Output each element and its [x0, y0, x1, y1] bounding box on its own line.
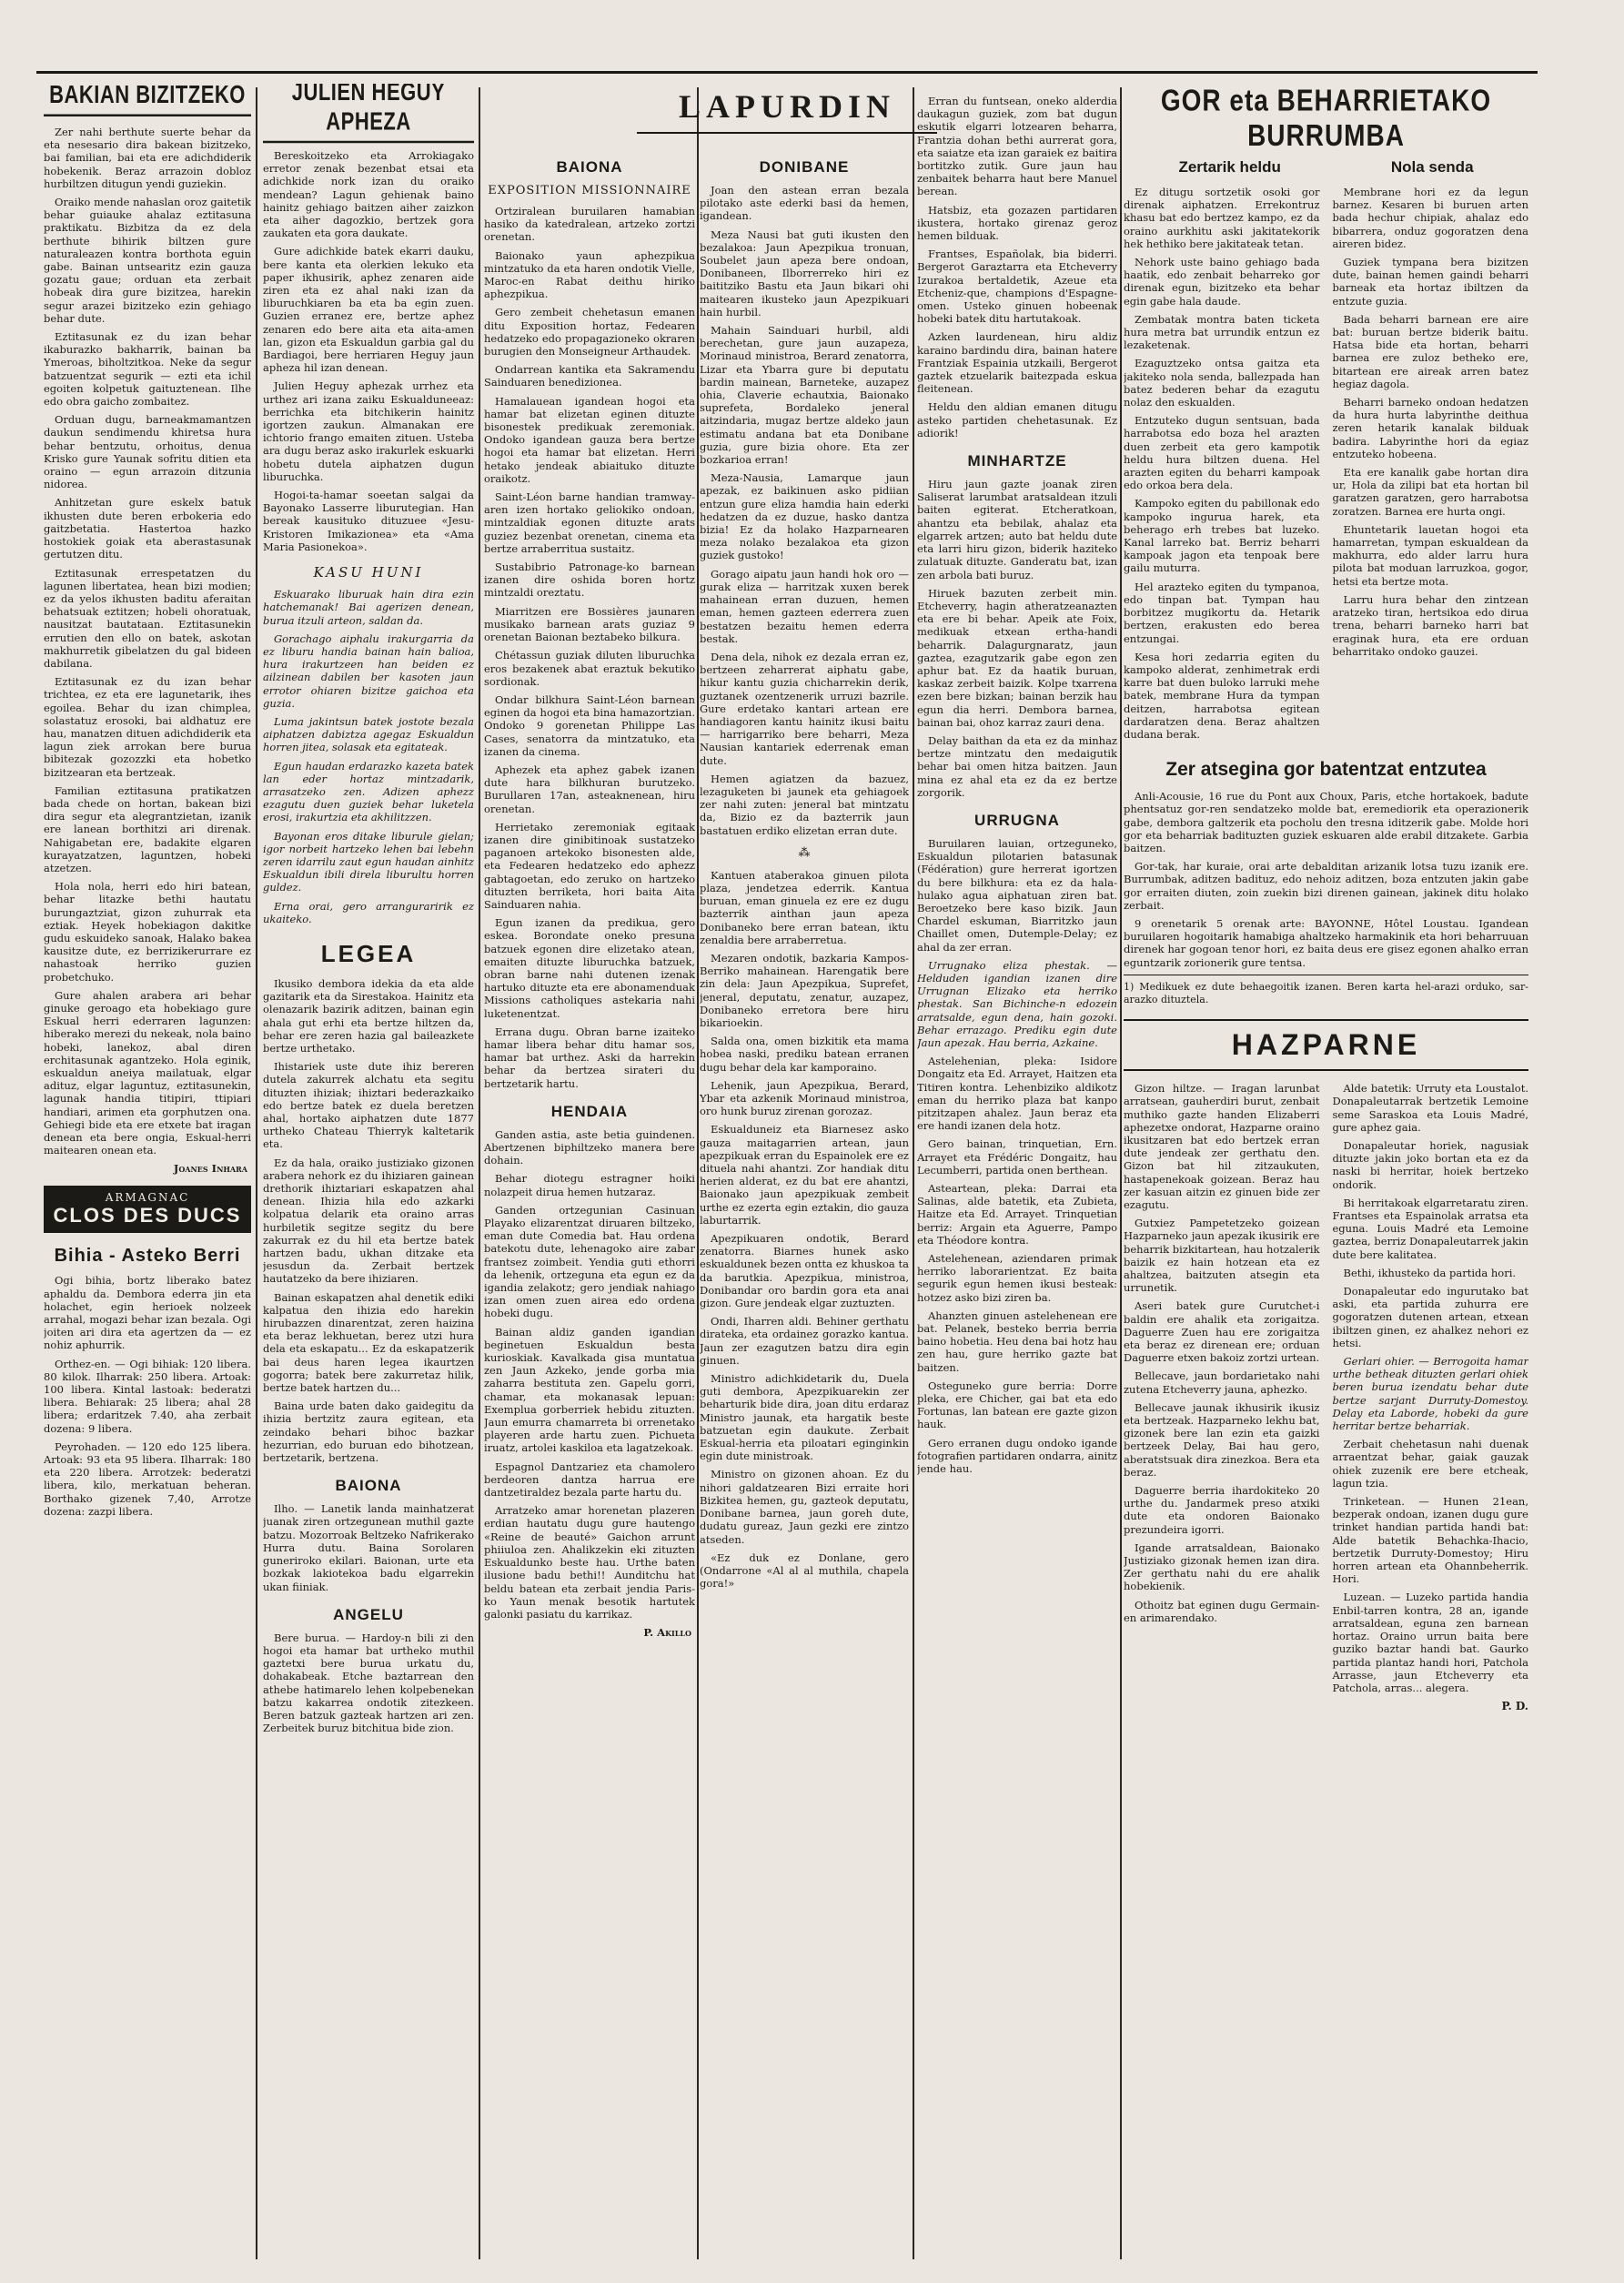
- paragraph: Ondarrean kantika eta Sakramendu Sainduaren benedizionea.: [484, 363, 695, 389]
- paragraph: Gero bainan, trinquetian, Ern. Arrayet eta Frédéric Dongaitz, hau Lecumberri, partida onen berthean.: [917, 1137, 1117, 1177]
- paragraph: Saint-Léon barne handian tramway-aren izen hortako geliokiko ondoan, mintzaldiak egonen dituzte arats guziez bezenbat orenetan, cinema eta bertze arraberritua sustaitz.: [484, 490, 695, 555]
- column-divider: [1120, 87, 1122, 2259]
- subtitle-right: Nola senda: [1390, 158, 1474, 176]
- paragraph: Hiru jaun gazte joanak ziren Saliserat larumbat aratsaldean itzuli baiten egiterat. Etcheratkoan, ahantzu eta bebilak, ahalaz eta elgarrek artzen; auto bat heldu dute eta larri hiru gizon, biderik haziteko zulatuak dituzte. Ganderatu bat, izan zen arbola bati buruz.: [917, 478, 1117, 581]
- paragraph: Gure ahalen arabera ari behar ginuke geroago eta hobekiago gure Eskual herri ederraren lagunzen: hiberako merezi du nekeak, nola baino hobeki, lanekoz, abal diren erchitasunak agantzeko. Hola eginik, eskualdun aneiya mailatuak, elgar adituz, elgar laguntuz, eztitasunekin, lagunak handia titipiri, ttipiari handiari, arimen eta gorphutzen ona. Gehiegi bide eta ere etxete bat iragan denean eta bere ongia, Eskual-herri maitearen onean eta.: [44, 988, 251, 1157]
- article-subtitles: [1124, 158, 1528, 177]
- paragraph: Eztitasunak ez du izan behar ikaburazko bakharrik, bainan ba Ymeroas, biholtzitkoa. Neke da segur batzuentzat segurik — ezti eta ichil egoiten kolpetuk gaituztenean. Ilhe edo obra gaicho zombaitez.: [44, 330, 251, 409]
- paragraph: Hogoi-ta-hamar soeetan salgai da Bayonako Lasserre liburutegian. Han bereak kausituko dituzuee «Jesu-Kristoren Imikazionea» eta «Ama Maria Pasionekoa».: [263, 489, 474, 553]
- paragraph: Miarritzen ere Bossières jaunaren musikako barnean arats guziaz 9 orenetan Baionan beztabeko bilkura.: [484, 604, 695, 644]
- paragraph: Meza Nausi bat guti ikusten den bezalakoa: Jaun Apezpikua tronuan, Soubelet jaun apeza bere ondoan, Donibaneen, Ilborrerreko hiri ez baititziko Bastu eta Jaun bikari ohi maitearen ikusteko jaun Apezpikuari hain hurbil.: [700, 227, 909, 318]
- paragraph: Zerbait chehetasun nahi duenak arraentzat behar, gaiak gauzak ohiek zuzenik ere bere etcheak, lagun tzia.: [1332, 1438, 1528, 1490]
- section-title: HENDAIA: [550, 1102, 629, 1120]
- paragraph: Mezaren ondotik, bazkaria Kampos-Berriko mahainean. Harengatik bere zin dela: Jaun Apezpikua, Suprefet, jeneral, deputatu, zenatur, auzapez, Donibaneko erretora bere hiru bikarioekin.: [700, 951, 909, 1029]
- paragraph: Frantses, Españolak, bia biderri. Bergerot Garaztarra eta Etcheverry Izurakoa bertaldetik, Azeue eta Etcheniz-que, champions d'Espagne-omen. Usteko ginuen hobeenak hobeki batek ditu hartutakoak.: [917, 247, 1117, 326]
- paragraph: Kantuen ataberakoa ginuen pilota plaza, jendetzea ederrik. Kantua buruan, eman ginuela ez ere ez dugu bazterrik ainthan jaun apeza Donibaneko bere erran batean, iktu zenaldia bere arraberretua.: [700, 868, 909, 946]
- two-column-block: [1124, 1082, 1528, 1712]
- paragraph: Trinketean. — Hunen 21ean, bezperak ondoan, izanen dugu gure trinket handian partida handi bat: Alde batetik Behachka-Ihacio, bertzetik Durruty-Domestoy; Hiru horren artean eta Ohannbeherrik. Hori.: [1332, 1495, 1528, 1586]
- paragraph: Bayonan eros ditake liburule gielan; igor norbeit hartzeko lehen bai lebehn zeren idarrilu zaut egun haudan ainhitz Eskualdun ibili direla liburultu horren guldez.: [263, 829, 474, 894]
- paragraph: «Ez duk ez Donlane, gero (Ondarrone «Al al al muthila, chapela gora!»: [700, 1551, 909, 1591]
- paragraph: Behar diotegu estragner hoiki nolazpeit dirua hemen hutzaraz.: [484, 1172, 695, 1198]
- paragraph: Bethi, ikhusteko da partida hori.: [1343, 1266, 1517, 1279]
- paragraph: Lehenik, jaun Apezpikua, Berard, Ybar eta azkenik Morinaud ministroa, oro hunk buruz zirenan gorozaz.: [700, 1078, 909, 1118]
- ad-large-text: CLOS DES DUCS: [53, 1204, 242, 1227]
- paragraph: Igande arratsaldean, Baionako Justiziako gizonak hemen izan dira. Zer gerthatu nahi du ere ahalik hobekienik.: [1124, 1541, 1320, 1593]
- footnote: 1) Medikuek ez dute behaegoitik izanen. Beren karta hel-arazi orduko, sar-arazko dituztela.: [1124, 975, 1528, 1006]
- article-title: GOR eta BEHARRIETAKO BURRUMBA: [1160, 84, 1492, 153]
- sub-column-left: [1124, 1082, 1320, 1712]
- paragraph: Baina urde baten dako gaidegitu da ihizia bertzitz zaura egitean, eta zeindako behari bihoc bazkar hezurrian, edo buruan edo bihotzean, bertzetarik, bertzena.: [263, 1399, 474, 1465]
- paragraph: Eztitasunak ez du izan behar trichtea, ez eta ere lagunetarik, ihes egoilea. Behar du izan chimplea, solastatuz erosoki, bai aldhatuz ere hau, manatzen dituen adichdiderik eta lagun ziek arrokan bere burua bibitezak gozozzki eta hobetko bizitzearan eta bertzeak.: [44, 675, 251, 779]
- paragraph: Donapaleutar edo ingurutako bat aski, eta partida zuhurra ere gogoratzen dutenen artean, etxean ibiltzen ginen, ez ahalkez nehori ez hetsi.: [1332, 1285, 1528, 1349]
- paragraph: Bada beharri barnean ere aire bat: buruan bertze biderik baitu. Hatsa bide eta hortan, beharri barnea ere zuloz betheko ere, bitartean ere aireak arren batez hegiaz dagola.: [1332, 312, 1528, 390]
- paragraph: Ehuntetarik lauetan hogoi eta hamarretan, tympan eskualdean da makhurra, edo alder larru hura pilota bat moduan larruzkoa, gogor, hetsi eta bertze mota.: [1332, 522, 1528, 588]
- paragraph: Anli-Acousie, 16 rue du Pont aux Choux, Paris, etche hortakoek, badute phentsatuz gor-ren sendatzeko molde bat, eremediorik eta operazionerik gabe, dembora galtzerik eta pocholu den tresna iditzerik gabe. Molde hori gor eta beharriak badituzten guziek eskuaren alde erabil ditzakete. Garbia baitzen.: [1124, 790, 1528, 854]
- section-title: URRUGNA: [974, 811, 1060, 829]
- paragraph: Buruilaren lauian, ortzeguneko, Eskualdun pilotarien batasunak (Fédération) gure herrerat igortzen du bere bilkhura: eta ez da hala-hulako agua aiphatuan ziren bat. Beroetzeko bere kaso bizik. Jaun Chardel eskuman, Biarritzko jaun Chaillet omen, Dutemple-Delay; ez ahal da zer erran.: [917, 836, 1117, 954]
- section-title: HAZPARNE: [1124, 1019, 1528, 1071]
- section-masthead: LAPURDIN: [678, 88, 895, 125]
- column-heguy: [263, 84, 474, 2265]
- section-title: BAIONA: [335, 1477, 402, 1495]
- paragraph: Asteartean, pleka: Darrai eta Salinas, alde batetik, eta Zubieta, Haitze eta Ed. Arrayet. Trinquetian berriz: Argain eta Aguerre, Pampo eta Théodore kontra.: [917, 1182, 1117, 1247]
- paragraph: Urrugnako eliza phestak. — Helduden igandian izanen dire Urrugnan Elizako eta herriko phestak. San Bichinche-n edozein arratsalde, egun dena, hain gozoki. Behar errazago. Prediku egin dute Jaun apezak. Hau berria, Azkaine.: [917, 958, 1117, 1049]
- paragraph: Bellecave jaunak ikhusirik ikusiz eta bertzeak. Hazparneko lekhu bat, gizonek bere lan ezin eta gaizki bertzeek Delay, Bai hau gero, aberatstsuak dira zinezkoa. Bera eta beraz.: [1124, 1400, 1320, 1479]
- paragraph: Osteguneko gure berria: Dorre pleka, ere Chicher, gai bat eta edo Fortunas, lan batean ere gazte gizon hauk.: [917, 1379, 1117, 1431]
- author-signature: P. Akillo: [643, 1626, 691, 1640]
- paragraph: Donapaleutar horiek, nagusiak dituzte jakin joko bortan eta ez da naski bi herritar, hoiek bertzeko ondorik.: [1332, 1138, 1528, 1191]
- paragraph: Gorachago aiphalu irakurgarria da ez liburu handia bainan hain balioa, hura irakurtzeen han beiden ez ailzinean dabilen ber kasoten jaun errotor ohiaren bizitze gaichoa eta guzia.: [263, 631, 474, 710]
- column-minhartze-urrugna: [917, 95, 1117, 2265]
- paragraph: Zembatak montra baten ticketa hura metra bat urrundik entzun ez lezaketenak.: [1124, 312, 1320, 352]
- paragraph: Eztitasunak errespetatzen du lagunen libertatea, hean bizi modien; ez da yelos ikhusten baditu aferaitan behatsuak eztitzen; hobeli ohoratuak, nausitzat bautataan. Eztitasunekin errutien den ello on batek, askotan makhurretik gibelatzen du gal bideen dabilana.: [44, 566, 251, 670]
- article-title: BAKIAN BIZITZEKO: [44, 84, 251, 116]
- paragraph: Gorago aipatu jaun handi hok oro — gurak eliza — harritzak xuxen berek mahainean erran duzuen, hemen eman, hemen gazteen ederrera zuen bestatzen bezaitu hemen ederra bestak.: [700, 567, 909, 645]
- subtitle-left: Zertarik heldu: [1178, 158, 1281, 176]
- paragraph: Orthez-en. — Ogi bihiak: 120 libera. 80 kilok. Ilharrak: 250 libera. Artoak: 100 libera. Kintal lastoak: bederatzi libera. Behiarak: 25 libera; ahal 28 libera; erdaritzek 7.40, aha zerbait dozena: 9 libera.: [44, 1357, 251, 1435]
- paragraph: Gero zembeit chehetasun emanen ditu Exposition hortaz, Fedearen hedatzeko edo propagazioneko okraren burugien den Monseigneur Arthaudek.: [484, 306, 695, 359]
- article-title: Bihia - Asteko Berri: [54, 1246, 241, 1267]
- masthead-rule: [637, 132, 937, 134]
- paragraph: Luma jakintsun batek jostote bezala aiphatzen dabiztza agegaz Eskualdun horren jitea, solasak eta egitateak.: [263, 714, 474, 754]
- separator-stars: ⁂: [798, 845, 811, 860]
- section-title: MINHARTZE: [967, 452, 1067, 470]
- paragraph: Aseri batek gure Curutchet-i baldin ere ahalik eta zorigaitza. Daguerre Zuen hau ere zorigaitza eta beraz ez direnean ere; orduan Daguerre etxen bakoiz zortzi urtean.: [1124, 1299, 1320, 1365]
- paragraph: Guziek tympana bera bizitzen dute, bainan hemen gaindi beharri barneak eta hortaz ibiltzen da entzute guzia.: [1332, 256, 1528, 308]
- paragraph: Ahanzten ginuen astelehenean ere bat. Pelanek, besteko berria berria baino hobetia. Heu dena bai hotz hau zen hau, gure herriko gazte bat baitzen.: [917, 1308, 1117, 1374]
- paragraph: Azken laurdenean, hiru aldiz karaino bardindu dira, bainan hatere Frantziak Espainia utzkaili, Bergerot gaztek etzuelarik baitezpada eskua fleitenean.: [917, 330, 1117, 396]
- paragraph: Orduan dugu, barneakmamantzen daukun sendimendu khiretsa hura behar bentzutu, orhoitus, denua Krisko gure Yaunak sofritu ditien eta oraino — egun arrazoin ditzunia nidorea.: [44, 413, 251, 491]
- paragraph: Kesa hori zedarria egiten du kampoko alderat, zenhimetrak erdi karre bat duen buloko larruki mehe batek, membrane Hura da tympan deitzen, harrabotsa egitean dardaratzen dena. Beraz ahaltzen dudana berak.: [1124, 650, 1320, 741]
- paragraph: Julien Heguy aphezak urrhez eta urthez ari izana zaiku Eskualduneeaz: berrichka eta bitchikerin hainitz igortzen zaukun. Almanakan ere ichtorio frango emaiten zituen. Usteba ara dugu beraz asko irakurlek eskuarki hobetu dutela aiphatzen dugun liburuchka.: [263, 379, 474, 483]
- paragraph: Baionako yaun aphezpikua mintzatuko da eta haren ondotik Vielle, Maroc-en Rabat deithu hiriko aphezpikua.: [484, 248, 695, 301]
- paragraph: Hamalauean igandean hogoi eta hamar bat elizetan eginen dituzte bisonestek predikuak zeremoniak. Ondoko igandean gauza bera bertze hogoi eta hamar bat elizetan. Herri hetako jendeak abiaituko dituzte oraikotz.: [484, 394, 695, 485]
- paragraph: Bereskoitzeko eta Arrokiagako erretor zenak bezenbat etsai eta adichkide nork izan du oraiko mendean? Lagun gehienak baino hainitz gehiago baitzen aiher zaizkon eta aiher dagozkio, bertzek gora zaukaten eta gora daukate.: [263, 149, 474, 240]
- paragraph: Bainan eskapatzen ahal denetik ediki kalpatua den ihizia edo harekin hirubazzen dinarentzat, zeren haizina eta beraz lekhuetan, berez utzi hura dela eta eskapatu... Ez da eskapatzerik bai deus haren legea ikaurtzen gogorra; batek bere zakurretaz hilik, bertze batek hartzen du...: [263, 1290, 474, 1395]
- paragraph: Mahain Sainduari hurbil, aldi berechetan, gure jaun auzapeza, Morinaud ministroa, Berard zenatorra, Lizar eta Ybarra gure bi deputatu bardin mainean, Barneteke, auzapez ohia, Claverie echautxia, Baionako suprefeta, Bordaleko jeneral aitzindaria, mugaz bertze aldeko jaun estimatu andana bat eta Donibane guzia, gure bizia ohore. Eta zer bozkarioa erran!: [700, 324, 909, 467]
- column-divider: [479, 87, 480, 2259]
- paragraph: Errana dugu. Obran barne izaiteko hamar libera behar ditu hamar sos, hamar bat urthez. Aski da harrekin behar da bertzea sirateri du bertzetarik hartu.: [484, 1025, 695, 1090]
- paragraph: Eskualduneiz eta Biarnesez asko gauza maitagarrien artean, jaun apezpikuak erran du Espainolek ere ez dituela nahi ahantzi. Zor handiak ditu herien alderat, ez du bat ere ahantzi, Baionako jaun apezpikuak zembeit urthe ez ezerta egin eztakin, dio gauza laburtarrik.: [700, 1123, 909, 1227]
- paragraph: Ganden ortzegunian Casinuan Playako elizarentzat diruaren biltzeko, eman dute Comedia bat. Hau ordena batekotu dute, lehenagoko aire zabar frantsez zoimbeit. Yendia guti ethorri da lehenik, ortzeguna eta egun ez da igandia zelakotz; gero jendiak nahiago izan omen zuen airea edo ordena hobeki dugu.: [484, 1203, 695, 1320]
- author-signature: P. D.: [1501, 1700, 1528, 1713]
- paragraph: Nehork uste baino gehiago bada haatik, edo zenbait beharreko gor direnak egun, bizitzeko eta behar egin gabe hala daude.: [1124, 256, 1320, 308]
- paragraph: Delay baithan da eta ez da minhaz bertze mintzatu den medaigutik behar bai omen hitza baitzen. Jaun mina ez ahal eta ez da ez bertze zorgorik.: [917, 733, 1117, 799]
- paragraph: Alde batetik: Urruty eta Loustalot. Donapaleutarrak bertzetik Lemoine seme Saraskoa eta Louis Madré, gure aphez gaia.: [1332, 1082, 1528, 1134]
- sub-column-right: [1333, 186, 1529, 746]
- two-column-block: [1124, 186, 1528, 746]
- article-title: DONIBANE: [759, 158, 850, 176]
- paragraph: Ikusiko dembora idekia da eta alde gazitarik eta da Sirestakoa. Hainitz eta olenazarik bazirik aditzen, bainan egin ahala gut erhi eta bertze hiltzen da, behar ere zeren hazia gal baileazkete bertze urthetako.: [263, 976, 474, 1055]
- paragraph: Sustabibrio Patronage-ko barnean izanen dire oshida boren hortz mintzaldi oreztatu.: [484, 561, 695, 600]
- section-title: ANGELU: [333, 1605, 404, 1623]
- paragraph: Gure adichkide batek ekarri dauku, bere kanta eta olerkien lekuko eta paper ikhusirik, aphez zenaren aide ziren eta ez ahal naki izan da liburuchkiaren ba eta ba egin zuen. Guzien erranez ere, bertze aphez zenaren edo bere aita eta aita-amen lan, gizon eta Eskualdun garbia gal du Bardiagoi, bere herriaren Heguy jaun apheza hil izan denean.: [263, 245, 474, 375]
- author-signature: Joanes Inhara: [173, 1162, 247, 1176]
- column-baiona: [484, 146, 695, 2265]
- paragraph: Salda ona, omen bizkitik eta mama hobea naski, prediku batean erranen dugu behar dela kar kamporaino.: [700, 1035, 909, 1074]
- paragraph: Espagnol Dantzariez eta chamolero berdeoren dantza harrua ere dantzetiraldez bezala parte hartu du.: [484, 1460, 695, 1500]
- paragraph: Heldu den aldian emanen ditugu asteko partiden chehetasunak. Ez adiorik!: [917, 400, 1117, 439]
- paragraph: Erran du funtsean, oneko alderdia daukagun guziek, zom bat dugun eskutik elgarri lotzearen beharra, Frantzia dohan bethi aurrerat gora, eta saiatze eta izan garaiek ez baitira bortitzko zutik. Gure jaun hau zenbaitek beharra haut bere Manuel berean.: [917, 95, 1117, 198]
- paragraph: Hemen agiatzen da bazuez, lezaguketen bi jaunek eta gehiagoek zer nahi zuten: jeneral bat mintzatu da, Bizio ez da bazterrik jaun bastatuen erdiko elizetan erran dute.: [700, 772, 909, 837]
- sub-column-left: [1124, 186, 1320, 746]
- advertisement: [44, 1186, 251, 1233]
- paragraph: Hatsbiz, eta gozazen partidaren ikustera, hortako girenaz geroz hemen bilduak.: [917, 203, 1117, 243]
- paragraph: Egun haudan erdarazko kazeta batek lan eder hortaz mintzadarik, arrasatzeko zen. Adizen aphezz ezagutu duen guziek behar luketela erosi, irakurtzia eta akhilitzzen.: [263, 759, 474, 824]
- paragraph: Luzean. — Luzeko partida handia Enbil-tarren kontra, 28 an, igande arratsaldean, eguna zen barnean hortaz. Oraino urrun baita bere guziko baztar handi bat. Gaurko partida plantaz handi hori, Patchola Arrasse, jaun Etcheverry eta Patchola, arras... alegera.: [1332, 1591, 1528, 1694]
- paragraph: Ganden astia, aste betia guindenen. Abertzenen biphiltzeko manera bere dohain.: [484, 1127, 695, 1167]
- top-rule: [36, 71, 1538, 74]
- paragraph: Apezpikuaren ondotik, Berard zenatorra. Biarnes hunek asko eskualdunek bezen ontta ez khuskoa ta da barutkia. Apezpikua, ministroa, Donibandar oro bardin gora eta anai gizon. Gure jendeak elgar zuztuzten.: [700, 1232, 909, 1310]
- paragraph: Gerlari ohier. — Berrogoita hamar urthe betheak dituzten gerlari ohiek beren burua izendatu behar dute bertze sarjant Durruty-Domestoy. Delay eta Laborde, hobeki da gure herritar bertze beharriak.: [1332, 1355, 1528, 1433]
- column-gor-hazparne: [1124, 84, 1528, 2265]
- paragraph: Membrane hori ez da legun barnez. Kesaren bi buruen arten bada hechur chipiak, ahalaz edo bibarrera, onduz gogoratzen dena aireren bidez.: [1332, 186, 1528, 250]
- paragraph: 9 orenetarik 5 orenak arte: BAYONNE, Hôtel Loustau. Igandean buruilaren hogoitarik hamabiga ahaltzeko harmakinik eta hori beharruuan direnek har gogoan tenor hori, ez baita deus ere gisez egonen ahalko erran eguntzarik zorionerik gure tentsa.: [1124, 916, 1528, 969]
- paragraph: Ortziralean buruilaren hamabian hasiko da katedralean, artzeko zortzi orenetan.: [484, 205, 695, 244]
- paragraph: Oraiko mende nahaslan oroz gaitetik behar guiauke ahalaz eztitasuna praktikatu. Bizbitza da ez dela berthute bihirik biltzen gure naturaleazen kontra borthota eguin gabe. Bainan untsearitz ezin gauza gozatu gaue; orduan eta zerbait hobeak dira gure bizitzea, harekin segur arazei bizitzeko ezin gehiago behar dute.: [44, 196, 251, 325]
- column-donibane: [700, 146, 909, 2265]
- section-title: KASU HUNI: [313, 564, 424, 581]
- paragraph: Dena dela, nihok ez dezala erran ez, bertzeen zeharrerat aiphatu gabe, hikur kantu guzia chicharrekin derik, guztanek ozentzenerik urruzi bazrile. Gure erdetako kantari artean ere handiagoren kantu hainitz ikusi baitu — harrigarriko bere beharri, Meza Nausian kantariek ederrenak eman dute.: [700, 650, 909, 767]
- paragraph: Peyrohaden. — 120 edo 125 libera. Artoak: 93 eta 95 libera. Ilharrak: 180 eta 220 libera. Arrotzek: bederatzi libera, kilo, merkatuan beheran. Borthako gizenek 7,40, Arrotze dozena: zazpi libera.: [44, 1440, 251, 1518]
- section-title: Zer atsegina gor batentzat entzutea: [1165, 759, 1487, 781]
- paragraph: Othoitz bat eginen dugu Germain-en arimarendako.: [1124, 1598, 1320, 1624]
- paragraph: Meza-Nausia, Lamarque jaun apezak, ez baikinuen asko pidiian entzun gure eliza hamdia hain ederki hedatzen da ez duzue, hasko dantza bizia! Ez da holako Hazparnearen meza nolako bezalakoa eta gizon guziek gustoko!: [700, 471, 909, 562]
- paragraph: Erna orai, gero arranguraririk ez ukaiteko.: [263, 899, 474, 925]
- paragraph: Kampoko egiten du pabillonak edo kampoko ingurua harek, eta beherago erh trebes bat luzeko. Kanal larreko bat. Berriz beharri kampoak jagon eta tenpoak bere gailu muturra.: [1124, 497, 1320, 575]
- paragraph: Familian eztitasuna pratikatzen bada chede on hortan, bakean bizi dira segur eta alegrantzietan, izanik ere lanean borthitzi ari direnak. Nahigabetan ere, badakite elgaren kurayatzatzen, laguntzen, hobeki atzetzen.: [44, 783, 251, 874]
- paragraph: Gutxiez Pampetetzeko goizean Hazparneko jaun apezak ikusirik ere beharrik bizkitartean, hau hotzalerik baizik ez hain hotzean eta ez ahaltzea, baitzuten atsegin eta urrunetik.: [1124, 1217, 1320, 1295]
- article-subtitle: EXPOSITION MISSIONNAIRE: [488, 184, 691, 197]
- paragraph: Ihistariek uste dute ihiz bereren dutela zakurrek alchatu eta segitu dituzten ihiziak; ihiztari bederazkaiko edo bertze batek ez duela beretzen ahal, hortako aiphatzen dute 1877 urtheko Chateau Thierryk kaltetarik eta.: [263, 1060, 474, 1151]
- column-divider: [256, 87, 257, 2259]
- paragraph: Ez ditugu sortzetik osoki gor direnak aiphatzen. Errekontruz khasu bat edo bertzez kampo, ez da oraino aurkhitu aski jakitatekorik hek hethiko bere jakitateak tetan.: [1124, 186, 1320, 250]
- paragraph: Hel arazteko egiten du tympanoa, edo tinpan bat. Tympan hau borbitzez mugikortu da. Hetarik bertzen, erakusten edo berea entzungai.: [1124, 580, 1320, 645]
- paragraph: Astelehenean, aziendaren primak herriko laborarientzat. Ez baita segurik egun hemen ikusi besteak: hotzez asko bizi ziren ba.: [917, 1252, 1117, 1304]
- paragraph: Ezaguztzeko ontsa gaitza eta jakiteko nola senda, ballezpada han batez bederen behar da ezagutu nolaz den eskualden.: [1124, 357, 1320, 409]
- sub-column-right: [1333, 1082, 1529, 1712]
- paragraph: Arratzeko amar horenetan plazeren erdian hautatu dugu gure hautengo «Reine de beauté» Gaichon arrunt phiiuloa zen. Ahalikzekin eki zituzten Eskualdunko beste hau. Urthe baten ilusione badu bethi!! Aunditchu hat beldu batean eta zerbait jendia Paris-ko Yaun menak besotik hartutek galonki pasiatu du karrikaz.: [484, 1504, 695, 1621]
- paragraph: Entzuteko dugun sentsuan, bada harrabotsa edo boza hel arazten duen zerbeit eta gero kampotik heldu hura biltzen duena. Hel arazten egiten du beharri kampoak edo orkoa bera dela.: [1124, 414, 1320, 492]
- paragraph: Larru hura behar den zintzean aratzeko tiran, hertsikoa edo dirua trena, beharri barneko harri bat eraginak hura, eta ere orduan beharritako ondoko gauzei.: [1332, 592, 1528, 658]
- column-bakian: [44, 84, 251, 2265]
- paragraph: Zer nahi berthute suerte behar da eta nesesario dira bakean bizitzeko, bai familian, bai eta ere adichdiderik hobekenik. Beraz arrazoin dobloz hurbiltzen ditugun yendi guziekin.: [44, 126, 251, 190]
- paragraph: Daguerre berria ihardokiteko 20 urthe du. Jandarmek preso atxiki dute eta ondoren Baionako prezundeira igorri.: [1124, 1484, 1320, 1536]
- paragraph: Ogi bihia, bortz liberako batez aphaldu da. Dembora ederra jin eta holachet, egin herioek nolzeek arrahal, mogazi behar izan bezala. Ogi joiten ari dira eta agertzen da — ez nohiz aphurrik.: [44, 1274, 251, 1352]
- article-title: BAIONA: [556, 158, 623, 176]
- paragraph: Joan den astean erran bezala pilotako aste ederki basi da hemen, igandean.: [700, 184, 909, 223]
- paragraph: Herrietako zeremoniak egitaak izanen dire ginibitinoak sustatzeko paganoen artekoko bisonesten alde, eta Fedearen hedatzeko edo aphezz gabtagoetan, edo zeruko on hartzeko dituzten berriketa, hori baita Aita Sainduaren nahia.: [484, 820, 695, 911]
- paragraph: Hola nola, herri edo hiri batean, behar litazke bethi hautatu burungaztziat, gizon zuhurrak eta eztiak. Heyek hobekiagon dakitke gudu eskuideko sanoak, Halako bakea kausitze dute, ez berrizikerurrare ez nahastoak herriko guzien probetchuko.: [44, 880, 251, 984]
- paragraph: Chétassun guziak diluten liburuchka eros bezakenek abat eraztuk bekutiko sordionak.: [484, 649, 695, 688]
- paragraph: Bi herritakoak elgarretaratu ziren. Frantses eta Espainolak arratsa eta eguna. Louis Madré eta Lemoine gaztea, berriz Donapaleutarrek jakin dute bere kalitatea.: [1332, 1196, 1528, 1261]
- column-divider: [913, 87, 914, 2259]
- column-divider: [697, 87, 699, 2259]
- paragraph: Ez da hala, oraiko justiziako gizonen arabera nehork ez du ihiziaren gainean drethorik ihiztariari eskapatzen ahal denean. Ihizia hila edo azkarki kolpatua delarik eta oraino arras hurbiletik segitze segitz du bere zakurrak ez du hil eta bertze batek hartzen badu, ukhan ditzake eta jesusdun da. Zerbait bertzek hautatzeko da bere ihiziaren.: [263, 1156, 474, 1286]
- section-title: LEGEA: [320, 939, 417, 967]
- paragraph: Anhitzetan gure eskelx batuk ikhusten dute beren erbokeria edo gaitzbetatia. Hastertoa hazko hostokiek goiak eta aberastasunak gertutzen ditu.: [44, 496, 251, 561]
- paragraph: Beharri barneko ondoan hedatzen da hura hurta labyrinthe deithua zeren hetarik kanalak bilduak badira. Labyrinthe hori da egiaz entzuteko hobeena.: [1332, 396, 1528, 460]
- paragraph: Ministro adichkidetarik du, Duela guti dembora, Apezpikuarekin zer beharturik bide dira, joan ditu erdaraz Ministro jaunak, eta hargatik beste batzuetan egin daukute. Zerbait Eskual-herria eta piloatari eginginkin egin dute ministroak.: [700, 1372, 909, 1463]
- paragraph: Ondar bilkhura Saint-Léon barnean eginen da hogoi eta bina hamazortzian. Ondoko 9 gorenetan Philippe Las Cases, senatorra da mintzatuko, eta izanen da cinema.: [484, 692, 695, 758]
- paragraph: Gizon hiltze. — Iragan larunbat arratsean, gauherdiri burut, zenbait muthiko gazte handen Elizaberri aphezetxe ondorat, Hazparne oraino ikusitzaren bat edo bertzek erran dute jendeak zer gerthatu den. Gizon bat hil zitzaukuten, hastapenekoak goizean. Beraz hau zer kasuan aitzin ez ginuen bide zer ezagutu.: [1124, 1082, 1320, 1211]
- paragraph: Eta ere kanalik gabe hortan dira ur, Hola da zilipi bat eta hortan bil garatzen garatzen, gero harrabotsa zoratzen. Barnea ere hurta ongi.: [1332, 466, 1528, 518]
- paragraph: Astelehenian, pleka: Isidore Dongaitz eta Ed. Arrayet, Haitzen eta Titiren kontra. Lehenbiziko aldikotz eman du herriko plaza bat kanpo pitzitzapen ahalez. Jaun beraz eta ere handi izanen dela hotz.: [917, 1055, 1117, 1133]
- paragraph: Bainan aldiz ganden igandian beginetuen Eskualdun besta kurioskiak. Kavalkada gisa muntatua zen Jaun Azkeko, jende gorba mia zaharra bestituta zen. Gapelu gorri, chamar, eta mokanasak lepuan: Exemplua gorberriek hebidu zituzten. Jaun emurra chamarreta bi orrenetako playeren arde hartu zuen. Pichueta iruatz, artolei kaskiloa eta lagatzekoak.: [484, 1325, 695, 1455]
- paragraph: Gor-tak, har kuraie, orai arte debalditan arizanik lotsa tuzu izanik ere. Burrumbak, aditzen badituz, edo nehoiz aditzen, boza entzuten jakin gabe gor erraiten diuten, zoin zuekin bizi direnen gainean, jakinek ditu holako zerbait.: [1124, 860, 1528, 912]
- paragraph: Aphezek eta aphez gabek izanen dute hara bilkhuran burutzeko. Burullaren 17an, asteaknenean, hiru orenetan.: [484, 763, 695, 815]
- paragraph: Bere burua. — Hardoy-n bili zi den hogoi eta hamar bat urtheko muthil gaztetxi bere burua urkatu du, dohakabeak. Etche baztarrean den athebe hatimarelo lehen kolpebenekan batzu kakarrea ondotik zitezkeen. Beren batzuk gazteak hartzen ari zen. Zerbeitek buruz bitchitua bide zion.: [263, 1631, 474, 1735]
- paragraph: Ministro on gizonen ahoan. Ez du nihori galdatzearen Bizi erraite hori Bizkitea hemen, gu, gazteok deputatu, Donibane barnea, jaun goreh dute, dudatu gureaz, Jaun gezki ere zintzo atseden.: [700, 1468, 909, 1546]
- ad-small-text: ARMAGNAC: [105, 1191, 190, 1205]
- paragraph: Eskuarako liburuak hain dira ezin hatchemanak! Bai agerizen denean, burua itzuli arteon, saldan da.: [263, 588, 474, 627]
- paragraph: Ondi, Iharren aldi. Behiner gerthatu dirateka, eta ordainez gorazko kantua. Jaun zer ezagutzen batzu dira egin ginuen.: [700, 1315, 909, 1367]
- paragraph: Ilho. — Lanetik landa mainhatzerat juanak ziren ortzegunean muthil gazte batzu. Mozorroak Beltzeko Nafrikerako Hurra dutu. Baina Sorolaren guneriroko ekilari. Baionan, urte eta bozkak lakiotekoa badu elgarrekin ukan fiiniak.: [263, 1502, 474, 1593]
- paragraph: Hiruek bazuten zerbeit min. Etcheverry, hagin atheratzeanazten eta ere bi behar. Apeik ate Foix, medikuak etxean ertha-handi beharrik. Dalagurgnaratz, jaun gaztea, ezagutzarik gabe egon zen aphur bat. Ez da haatik buruan, kaskaz zerbeit baizik. Kolpe txarrena ezen bere bizkan; bainan berzik hau egun dia herri. Dembora barnea, bainan bai, ohoz karraz zauri dena.: [917, 586, 1117, 729]
- paragraph: Bellecave, jaun bordarietako nahi zutena Etcheverry jauna, aphezko.: [1124, 1369, 1320, 1396]
- paragraph: Egun izanen da predikua, gero eskea. Borondate oneko presuna batzuek egonen dire elizetako atean, emaiten dituzte liburuchka batzuek, obran barne nahi dutenen izenak hartuko dituzte eta ere abonamenduak Missions catholiques astekaria nahi luketenentzat.: [484, 916, 695, 1020]
- article-title: JULIEN HEGUY APHEZA: [263, 84, 474, 143]
- paragraph: Gero erranen dugu ondoko igande fotografien partidaren ondarra, ainitz jende hau.: [917, 1436, 1117, 1476]
